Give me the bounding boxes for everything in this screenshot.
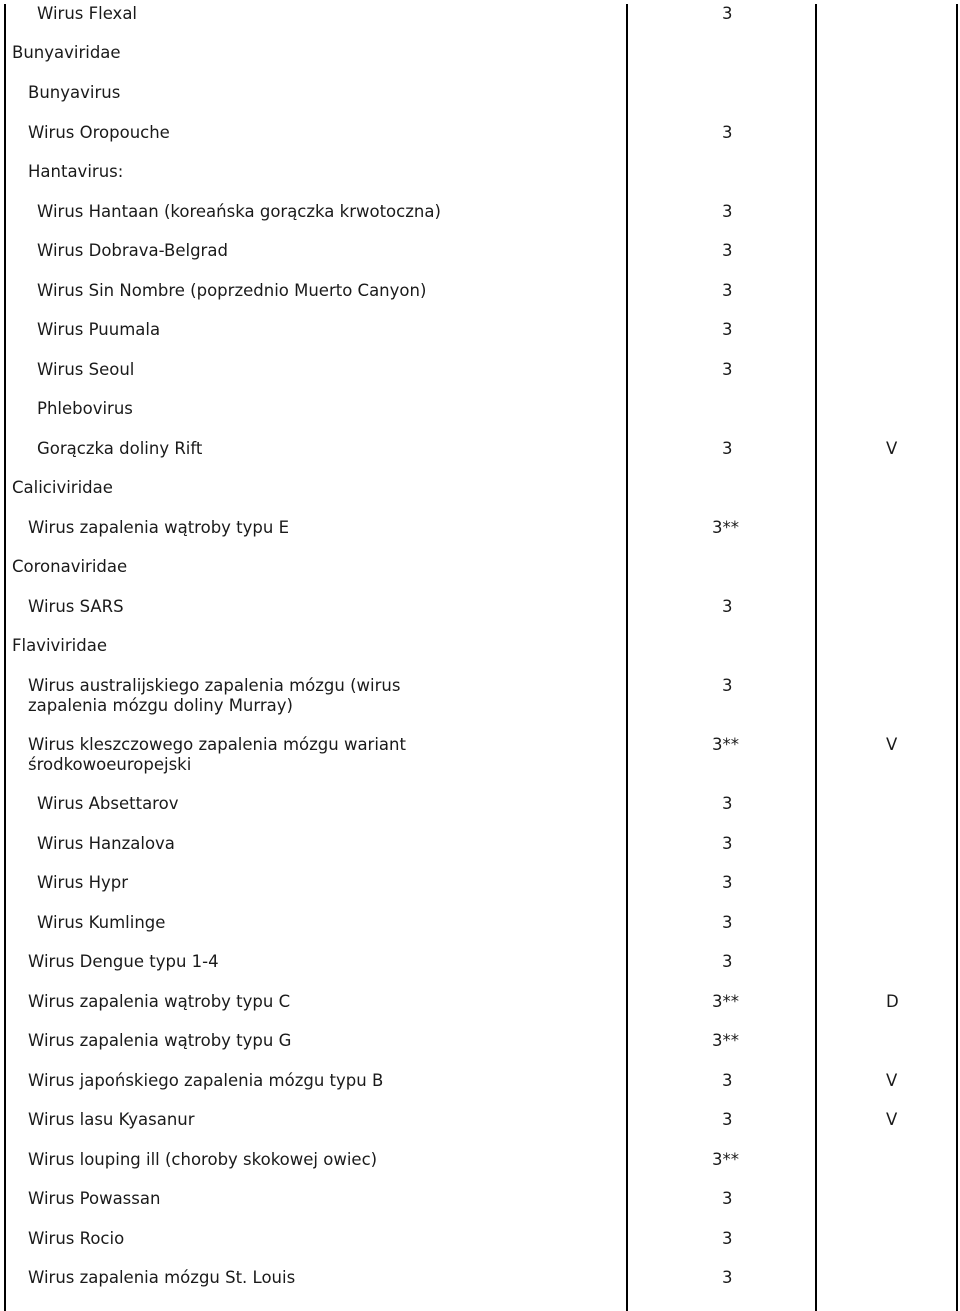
virus-name: Wirus Kumlinge (37, 913, 166, 932)
virus-name: Caliciviridae (12, 478, 113, 497)
risk-group: 3 (722, 202, 733, 221)
virus-name: Wirus Flexal (37, 4, 138, 23)
risk-group: 3 (722, 794, 733, 813)
risk-group: 3 (722, 1189, 733, 1208)
risk-group: 3 (722, 1071, 733, 1090)
remark-code: V (886, 1110, 898, 1129)
virus-name: Wirus zapalenia wątroby typu C (28, 992, 291, 1011)
virus-name: Wirus australijskiego zapalenia mózgu (wirus zapalenia mózgu doliny Murray) (28, 676, 401, 715)
risk-group: 3 (722, 873, 733, 892)
virus-name: Wirus Absettarov (37, 794, 179, 813)
remark-code: D (886, 992, 899, 1011)
risk-group: 3 (722, 241, 733, 260)
risk-group: 3 (722, 834, 733, 853)
virus-name: Wirus louping ill (choroby skokowej owiec) (28, 1150, 378, 1169)
virus-name: Wirus Hanzalova (37, 834, 175, 853)
virus-name: Flaviviridae (12, 636, 107, 655)
virus-name: Wirus Powassan (28, 1189, 161, 1208)
virus-name: Coronaviridae (12, 557, 128, 576)
risk-group: 3 (722, 281, 733, 300)
virus-name: Wirus Seoul (37, 360, 135, 379)
remark-code: V (886, 735, 898, 754)
remark-code: V (886, 439, 898, 458)
risk-group: 3 (722, 913, 733, 932)
virus-name: Bunyaviridae (12, 43, 121, 62)
risk-group: 3 (722, 1110, 733, 1129)
virus-name: Bunyavirus (28, 83, 121, 102)
risk-group: 3 (722, 1268, 733, 1287)
risk-group: 3 (722, 320, 733, 339)
virus-name: Wirus lasu Kyasanur (28, 1110, 195, 1129)
virus-name: Wirus Rocio (28, 1229, 125, 1248)
virus-name: Wirus Puumala (37, 320, 161, 339)
risk-group: 3 (722, 360, 733, 379)
risk-group: 3** (712, 1150, 739, 1169)
virus-name: Wirus Sin Nombre (poprzednio Muerto Canyon) (37, 281, 427, 300)
virus-name: Wirus Dengue typu 1-4 (28, 952, 219, 971)
virus-name: Wirus zapalenia wątroby typu G (28, 1031, 292, 1050)
virus-name: Gorączka doliny Rift (37, 439, 203, 458)
risk-group: 3** (712, 518, 739, 537)
virus-name: Wirus zapalenia mózgu St. Louis (28, 1268, 296, 1287)
risk-group: 3 (722, 597, 733, 616)
virus-name: Wirus japońskiego zapalenia mózgu typu B (28, 1071, 384, 1090)
risk-group: 3 (722, 439, 733, 458)
virus-name: Wirus zapalenia wątroby typu E (28, 518, 290, 537)
risk-group: 3 (722, 1229, 733, 1248)
risk-group: 3** (712, 992, 739, 1011)
risk-group: 3 (722, 952, 733, 971)
virus-name: Hantavirus: (28, 162, 124, 181)
risk-group: 3 (722, 676, 733, 695)
virus-name: Phlebovirus (37, 399, 133, 418)
virus-name: Wirus Hypr (37, 873, 129, 892)
virus-name: Wirus kleszczowego zapalenia mózgu wariant środkowoeuropejski (28, 735, 406, 774)
virus-name: Wirus SARS (28, 597, 124, 616)
virus-name: Wirus Dobrava-Belgrad (37, 241, 228, 260)
risk-group: 3 (722, 123, 733, 142)
remark-code: V (886, 1071, 898, 1090)
risk-group: 3** (712, 735, 739, 754)
virus-name: Wirus Hantaan (koreańska gorączka krwotoczna) (37, 202, 441, 221)
virus-name: Wirus Oropouche (28, 123, 170, 142)
risk-group: 3** (712, 1031, 739, 1050)
risk-group: 3 (722, 4, 733, 23)
